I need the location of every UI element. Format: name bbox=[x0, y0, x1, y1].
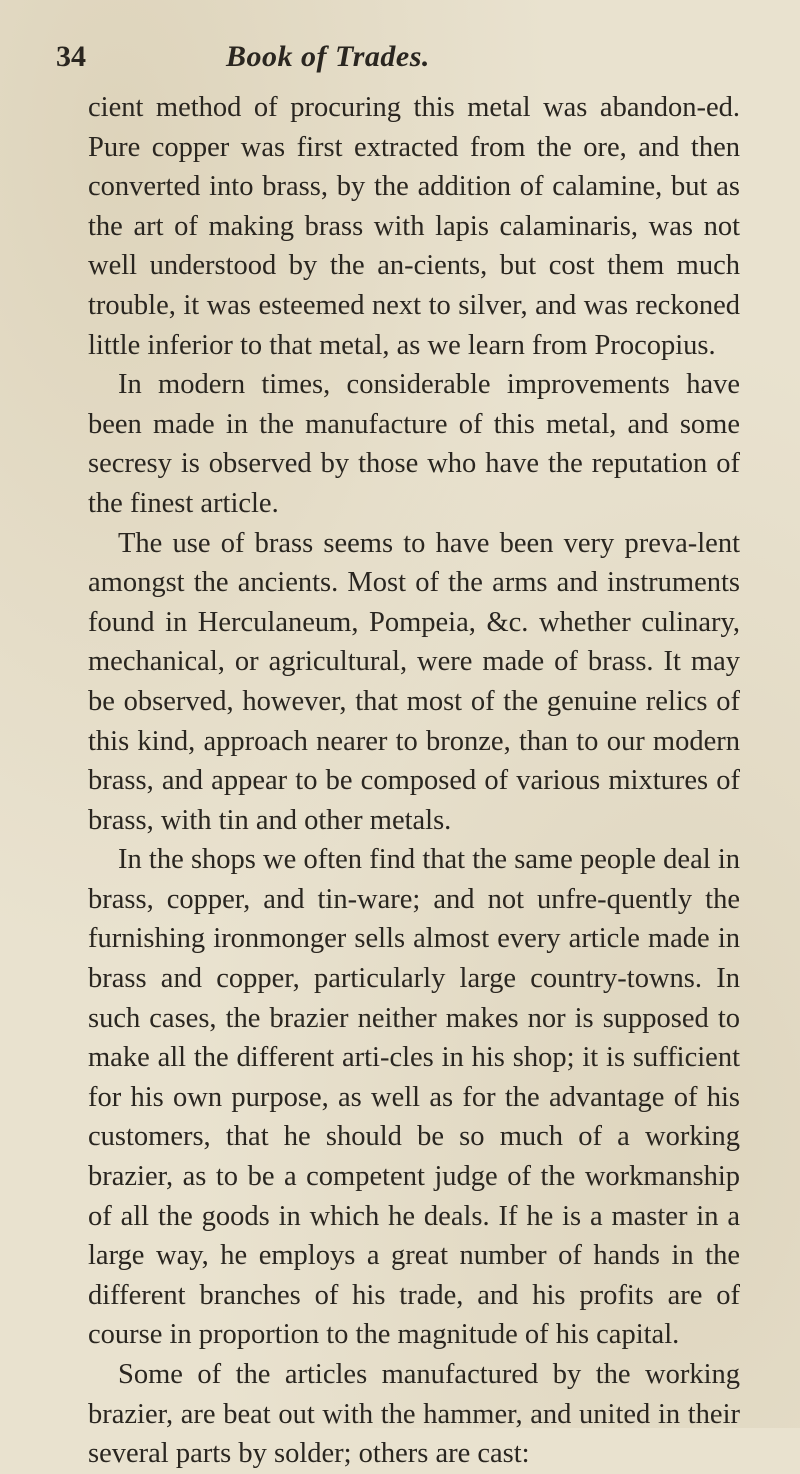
paragraph-modern-times: In modern times, considerable improvements have been made in the manufacture of this metal, and some secresy is observed by those who have the reputation of the finest article. bbox=[88, 369, 740, 519]
body-text bbox=[88, 88, 740, 1474]
running-title: Book of Trades. bbox=[226, 40, 430, 73]
page-number: 34 bbox=[56, 40, 86, 73]
paragraph-articles: Some of the articles manufactured by the working brazier, are beat out with the hammer, and united in their several parts by solder; others are cast: bbox=[88, 1359, 740, 1470]
page-header bbox=[56, 40, 740, 88]
paragraph-ancient-use: The use of brass seems to have been very preva-lent amongst the ancients. Most of the arms and instruments found in Herculaneum, Pompeia, &c. whether culinary, mechanical, or agricultural, were made of brass. It may be observed, however, that most of the genuine relics of this kind, approach nearer to bronze, than to our modern brass, and appear to be composed of various mixtures of brass, with tin and other metals. bbox=[88, 527, 740, 836]
paragraph-continuation: cient method of procuring this metal was abandon-ed. Pure copper was first extracted from the ore, and then converted into brass, by the addition of calamine, but as the art of making brass with lapis calaminaris, was not well understood by the an-cients, but cost them much trouble, it was esteemed next to silver, and was reckoned little inferior to that metal, as we learn from Procopius. bbox=[88, 92, 740, 361]
paragraph-shops: In the shops we often find that the same people deal in brass, copper, and tin-ware; and not unfre-quently the furnishing ironmonger sells almost every article made in brass and copper, particularly large country-towns. In such cases, the brazier neither makes nor is supposed to make all the different arti-cles in his shop; it is sufficient for his own purpose, as well as for the advantage of his customers, that he should be so much of a working brazier, as to be a competent judge of the workmanship of all the goods in which he deals. If he is a master in a large way, he employs a great number of hands in the different branches of his trade, and his profits are of course in proportion to the magnitude of his capital. bbox=[88, 844, 740, 1351]
